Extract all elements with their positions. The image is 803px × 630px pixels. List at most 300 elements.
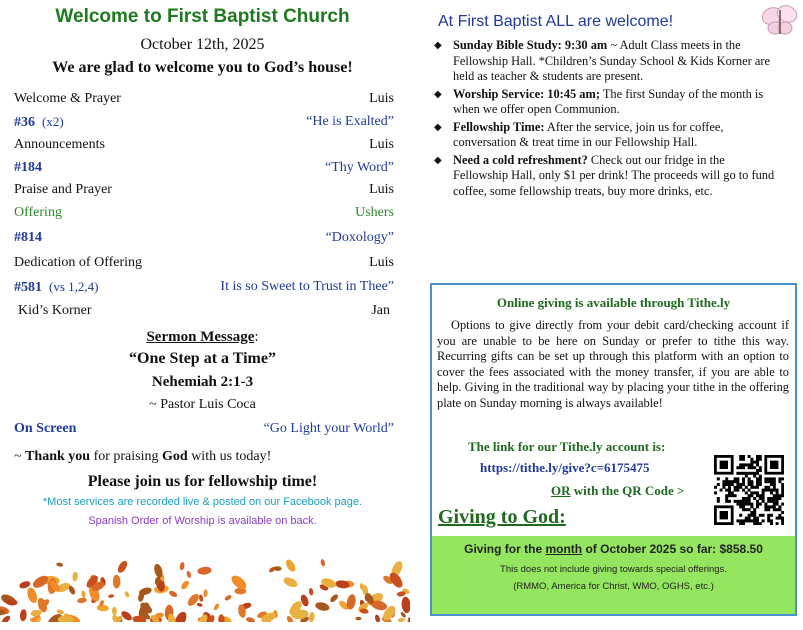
monthly-giving-total xyxy=(432,542,795,556)
qr-module xyxy=(753,461,756,464)
qr-module xyxy=(750,458,753,461)
qr-module xyxy=(778,494,781,497)
qr-module xyxy=(759,466,762,469)
qr-module xyxy=(748,477,751,480)
qr-module xyxy=(767,508,770,511)
qr-module xyxy=(756,480,759,483)
qr-module xyxy=(734,480,737,483)
qr-module xyxy=(781,503,784,506)
leaf xyxy=(81,590,87,598)
leaf xyxy=(198,594,203,602)
qr-module xyxy=(756,519,759,522)
leaf xyxy=(398,618,406,622)
leaf xyxy=(407,617,410,622)
sermon-preacher: ~ Pastor Luis Coca xyxy=(149,397,256,412)
qr-module xyxy=(753,497,756,500)
qr-module xyxy=(759,514,762,517)
qr-module xyxy=(767,514,770,517)
qr-module xyxy=(742,455,745,458)
qr-module xyxy=(739,455,742,458)
order-item xyxy=(14,279,394,296)
qr-module xyxy=(748,463,751,466)
qr-module xyxy=(725,480,728,483)
leaf xyxy=(284,558,297,573)
qr-module xyxy=(748,472,751,475)
qr-module xyxy=(739,505,742,508)
announcement-text: Check out our fridge in the Fellowship Hall, only $1 per drink! The proceeds will go to fund coffee, some fellowship treats, buy more drinks, etc. xyxy=(453,152,775,198)
announcement-title: Sunday Bible Study: 9:30 am xyxy=(453,38,608,52)
hymn-number: #581 xyxy=(14,280,42,295)
sermon-title: “One Step at a Time” xyxy=(129,350,276,367)
qr-module xyxy=(762,497,765,500)
qr-module xyxy=(764,480,767,483)
qr-module xyxy=(781,511,784,514)
qr-module xyxy=(739,483,742,486)
qr-module xyxy=(759,480,762,483)
qr-module xyxy=(764,489,767,492)
qr-module xyxy=(773,503,776,506)
qr-module xyxy=(750,480,753,483)
qr-module xyxy=(736,483,739,486)
announcements-heading: At First Baptist ALL are welcome! xyxy=(438,13,674,30)
qr-module xyxy=(734,500,737,503)
leaf xyxy=(180,579,191,590)
qr-module xyxy=(756,477,759,480)
thanks-prefix: ~ xyxy=(14,449,26,464)
order-item-leader: Luis xyxy=(369,137,394,152)
qr-module xyxy=(759,469,762,472)
qr-module xyxy=(767,505,770,508)
qr-module xyxy=(728,491,731,494)
qr-module xyxy=(748,494,751,497)
qr-module xyxy=(734,494,737,497)
order-item xyxy=(14,91,394,107)
tithely-link[interactable]: https://tithe.ly/give?c=6175475 xyxy=(480,460,650,475)
qr-module xyxy=(753,486,756,489)
order-item xyxy=(14,255,394,271)
qr-module xyxy=(770,519,773,522)
qr-module xyxy=(748,519,751,522)
qr-module xyxy=(778,477,781,480)
qr-module xyxy=(756,469,759,472)
qr-module xyxy=(781,494,784,497)
qr-module xyxy=(781,491,784,494)
qr-module xyxy=(770,514,773,517)
qr-module xyxy=(750,505,753,508)
qr-module xyxy=(753,519,756,522)
qr-module xyxy=(734,486,737,489)
qr-module xyxy=(773,497,776,500)
qr-module xyxy=(770,522,773,525)
qr-module xyxy=(778,497,781,500)
qr-module xyxy=(720,489,723,492)
leaf xyxy=(355,617,361,621)
qr-module xyxy=(756,522,759,525)
qr-code-label-line xyxy=(551,483,684,499)
qr-module xyxy=(781,483,784,486)
leaf xyxy=(273,566,282,571)
qr-module xyxy=(759,494,762,497)
leaf xyxy=(96,604,109,611)
hymn-number: #184 xyxy=(14,160,42,175)
qr-module xyxy=(776,522,779,525)
qr-module xyxy=(767,500,770,503)
qr-module xyxy=(739,466,742,469)
butterfly-icon xyxy=(760,2,800,42)
list-item: ◆ Worship Service: 10:45 am; The first Sunday of the month is when we offer open Communion. xyxy=(434,86,764,116)
qr-module xyxy=(750,519,753,522)
qr-module xyxy=(736,480,739,483)
qr-module xyxy=(756,486,759,489)
qr-module xyxy=(728,480,731,483)
leaf xyxy=(329,593,339,603)
qr-module xyxy=(770,483,773,486)
month-suffix: of October 2025 so far: $858.50 xyxy=(582,542,763,556)
hymn-title: “Thy Word” xyxy=(325,160,394,175)
hymn-title: “Doxology” xyxy=(325,230,394,245)
qr-module xyxy=(767,486,770,489)
qr-module xyxy=(745,500,748,503)
qr-module xyxy=(759,483,762,486)
qr-module xyxy=(770,497,773,500)
qr-module xyxy=(776,500,779,503)
qr-module xyxy=(725,497,728,500)
qr-module xyxy=(728,494,731,497)
qr-module xyxy=(742,466,745,469)
leaf xyxy=(77,597,87,604)
qr-module xyxy=(764,477,767,480)
qr-module xyxy=(762,489,765,492)
qr-module xyxy=(745,517,748,520)
qr-module xyxy=(728,500,731,503)
qr-module xyxy=(739,500,742,503)
qr-module xyxy=(736,489,739,492)
leaf xyxy=(197,566,212,575)
qr-module xyxy=(717,500,720,503)
qr-module xyxy=(739,486,742,489)
online-giving-description: Options to give directly from your debit card/checking account if you are unable to be here on Sunday or prefer to tithe this way. Recurring gifts can be set up through this platform with an option to cover the fees associated with the money transfer, if you are able to help. Giving in the traditional way by placing your tithe in the offering plate on Sunday morning is always available! xyxy=(437,318,789,410)
qr-module xyxy=(750,472,753,475)
leaf xyxy=(1,614,12,622)
qr-module xyxy=(748,500,751,503)
qr-module xyxy=(756,517,759,520)
qr-module xyxy=(756,500,759,503)
qr-module xyxy=(773,477,776,480)
qr-module xyxy=(731,491,734,494)
qr-module xyxy=(776,508,779,511)
qr-module xyxy=(753,514,756,517)
order-item-leader: Jan xyxy=(371,303,390,318)
qr-module xyxy=(736,500,739,503)
order-item xyxy=(14,160,394,176)
qr-module xyxy=(764,505,767,508)
leaf xyxy=(26,586,39,604)
qr-module xyxy=(745,475,748,478)
qr-module xyxy=(731,480,734,483)
qr-module xyxy=(776,491,779,494)
announcements-list xyxy=(434,38,779,201)
qr-module xyxy=(770,477,773,480)
qr-module xyxy=(781,489,784,492)
qr-module xyxy=(778,480,781,483)
leaf xyxy=(203,589,208,597)
order-item-label: Announcements xyxy=(14,137,105,152)
leaf xyxy=(374,614,381,622)
qr-module xyxy=(725,483,728,486)
qr-module xyxy=(773,494,776,497)
qr-module xyxy=(756,455,759,458)
qr-module xyxy=(745,508,748,511)
leaf xyxy=(308,612,315,622)
qr-module xyxy=(736,472,739,475)
qr-module xyxy=(759,477,762,480)
qr-module xyxy=(750,483,753,486)
qr-module xyxy=(742,472,745,475)
qr-module xyxy=(759,522,762,525)
qr-module xyxy=(728,486,731,489)
order-item xyxy=(14,137,394,153)
qr-module xyxy=(750,486,753,489)
qr-module xyxy=(759,455,762,458)
qr-module xyxy=(756,494,759,497)
leaf xyxy=(213,603,220,611)
qr-finder xyxy=(770,461,778,469)
qr-module xyxy=(753,466,756,469)
leaf xyxy=(56,562,64,567)
order-item-label: Dedication of Offering xyxy=(14,255,143,270)
qr-module xyxy=(742,483,745,486)
qr-module xyxy=(748,489,751,492)
qr-module xyxy=(759,475,762,478)
qr-module xyxy=(748,503,751,506)
qr-module xyxy=(750,503,753,506)
qr-module xyxy=(734,489,737,492)
qr-module xyxy=(748,508,751,511)
qr-module xyxy=(773,500,776,503)
tithely-link-label: The link for our Tithe.ly account is: xyxy=(468,439,666,454)
qr-module xyxy=(756,503,759,506)
announcement-text: ~ Adult Class meets in the Fellowship Hall. *Children’s Sunday School & Kids Korner are held as teacher & students are present. xyxy=(453,38,770,83)
leaf xyxy=(401,596,410,613)
qr-module xyxy=(725,494,728,497)
qr-module xyxy=(717,477,720,480)
leaf xyxy=(218,614,225,622)
qr-module xyxy=(742,477,745,480)
qr-module xyxy=(776,503,779,506)
hymn-title: It is so Sweet to Trust in Thee” xyxy=(220,279,394,294)
qr-module xyxy=(734,477,737,480)
qr-module xyxy=(739,503,742,506)
qr-module xyxy=(753,522,756,525)
qr-module xyxy=(756,491,759,494)
qr-module xyxy=(778,517,781,520)
qr-module xyxy=(767,517,770,520)
qr-module xyxy=(770,500,773,503)
qr-module xyxy=(781,517,784,520)
qr-module xyxy=(773,489,776,492)
order-item-label: Welcome & Prayer xyxy=(14,91,121,106)
qr-module xyxy=(742,458,745,461)
list-item: ◆ Sunday Bible Study: 9:30 am ~ Adult Class meets in the Fellowship Hall. *Children’s Sunday School & Kids Korner are held as teacher & students are present. xyxy=(434,38,770,83)
qr-or-label: OR xyxy=(551,483,571,498)
hymn-number: #36 xyxy=(14,115,35,130)
qr-module xyxy=(750,511,753,514)
qr-module xyxy=(722,483,725,486)
qr-module xyxy=(756,463,759,466)
recorded-note: *Most services are recorded live & posted on our Facebook page. xyxy=(42,496,363,508)
leaf xyxy=(245,616,255,622)
hymn-note: (vs 1,2,4) xyxy=(49,279,99,294)
qr-module xyxy=(736,486,739,489)
qr-module xyxy=(756,472,759,475)
leaf xyxy=(308,588,313,596)
hymn-note: (x2) xyxy=(42,114,64,129)
leaf xyxy=(108,594,114,598)
leaf xyxy=(320,559,325,567)
sermon-heading-colon: : xyxy=(254,329,259,345)
month-word: month xyxy=(545,542,583,556)
leaf xyxy=(124,591,130,599)
qr-module xyxy=(736,503,739,506)
qr-module xyxy=(742,480,745,483)
qr-module xyxy=(767,497,770,500)
qr-module xyxy=(776,494,779,497)
order-item xyxy=(18,303,390,319)
on-screen-song: “Go Light your World” xyxy=(263,421,394,436)
qr-module xyxy=(778,514,781,517)
qr-module xyxy=(742,497,745,500)
leaf xyxy=(196,602,203,607)
autumn-leaves-border xyxy=(0,540,410,622)
online-giving-heading: Online giving is available through Tithe.ly xyxy=(496,295,731,310)
leaf xyxy=(72,572,78,582)
order-item-leader: Ushers xyxy=(355,205,394,220)
order-item xyxy=(14,205,394,221)
qr-module xyxy=(731,483,734,486)
qr-finder xyxy=(720,511,728,519)
giving-to-god-heading: Giving to God: xyxy=(438,506,566,528)
leaf xyxy=(168,589,178,598)
hymn-title: “He is Exalted” xyxy=(306,114,394,129)
qr-module xyxy=(745,497,748,500)
qr-module xyxy=(742,489,745,492)
qr-module xyxy=(748,455,751,458)
qr-module xyxy=(739,514,742,517)
qr-module xyxy=(753,511,756,514)
qr-module xyxy=(773,483,776,486)
qr-module xyxy=(767,519,770,522)
qr-module xyxy=(745,486,748,489)
qr-module xyxy=(762,494,765,497)
qr-module xyxy=(745,503,748,506)
qr-module xyxy=(725,477,728,480)
qr-module xyxy=(776,489,779,492)
qr-module xyxy=(781,477,784,480)
qr-module xyxy=(781,519,784,522)
qr-module xyxy=(778,508,781,511)
thanks-god: God xyxy=(162,449,188,464)
qr-module xyxy=(762,519,765,522)
sermon-heading-line xyxy=(0,329,405,346)
leaf xyxy=(19,609,27,622)
church-title: Welcome to First Baptist Church xyxy=(55,6,350,27)
order-item xyxy=(14,182,394,198)
thanks-mid: for praising xyxy=(90,449,162,464)
qr-module xyxy=(764,503,767,506)
announcement-title: Worship Service: 10:45 am; xyxy=(453,86,600,101)
leaf xyxy=(113,575,121,589)
qr-module xyxy=(742,463,745,466)
order-item-leader: Luis xyxy=(369,182,394,197)
order-item-label: Kid’s Korner xyxy=(18,303,92,318)
qr-module xyxy=(781,522,784,525)
qr-module xyxy=(759,497,762,500)
qr-module xyxy=(759,458,762,461)
announcement-text: After the service, join us for coffee, conversation & treat time in our Fellowship Hall. xyxy=(453,119,724,149)
qr-module xyxy=(762,514,765,517)
qr-module xyxy=(725,500,728,503)
qr-module xyxy=(776,497,779,500)
qr-module xyxy=(742,508,745,511)
qr-module xyxy=(756,461,759,464)
order-item-label: Praise and Prayer xyxy=(14,182,112,197)
leaf xyxy=(314,601,330,612)
qr-module xyxy=(778,505,781,508)
qr-module xyxy=(750,494,753,497)
sermon-scripture: Nehemiah 2:1-3 xyxy=(151,374,254,390)
leaf xyxy=(56,609,64,615)
qr-code-icon[interactable] xyxy=(714,455,784,525)
qr-module xyxy=(748,517,751,520)
qr-module xyxy=(750,466,753,469)
order-item-label: Offering xyxy=(14,205,62,220)
special-offerings-note: This does not include giving towards special offerings. xyxy=(500,564,727,575)
qr-module xyxy=(714,486,717,489)
qr-module xyxy=(773,480,776,483)
service-date: October 12th, 2025 xyxy=(140,36,265,53)
qr-module xyxy=(728,483,731,486)
qr-module xyxy=(731,494,734,497)
thanks-bold: Thank you xyxy=(25,449,91,464)
qr-module xyxy=(767,477,770,480)
order-item-leader: Luis xyxy=(369,91,394,106)
qr-module xyxy=(753,475,756,478)
qr-module xyxy=(739,463,742,466)
order-item xyxy=(14,230,394,246)
qr-module xyxy=(748,497,751,500)
order-item xyxy=(14,114,394,131)
qr-module xyxy=(750,463,753,466)
qr-module xyxy=(742,519,745,522)
thanks-line xyxy=(14,449,271,465)
qr-module xyxy=(767,480,770,483)
qr-module xyxy=(764,508,767,511)
qr-module xyxy=(753,508,756,511)
qr-module xyxy=(753,517,756,520)
qr-module xyxy=(750,461,753,464)
list-item: ◆ Need a cold refreshment? Check out our fridge in the Fellowship Hall, only $1 per drink! The proceeds will go to fund coffee, some fellowship treats, buy more drinks, etc. xyxy=(434,152,775,198)
leaf xyxy=(116,559,129,574)
qr-module xyxy=(742,522,745,525)
leaf xyxy=(282,576,299,590)
qr-module xyxy=(776,517,779,520)
qr-module xyxy=(773,508,776,511)
hymn-number: #814 xyxy=(14,230,42,245)
qr-module xyxy=(717,483,720,486)
qr-module xyxy=(770,505,773,508)
announcement-title: Fellowship Time: xyxy=(453,119,545,134)
qr-module xyxy=(759,503,762,506)
